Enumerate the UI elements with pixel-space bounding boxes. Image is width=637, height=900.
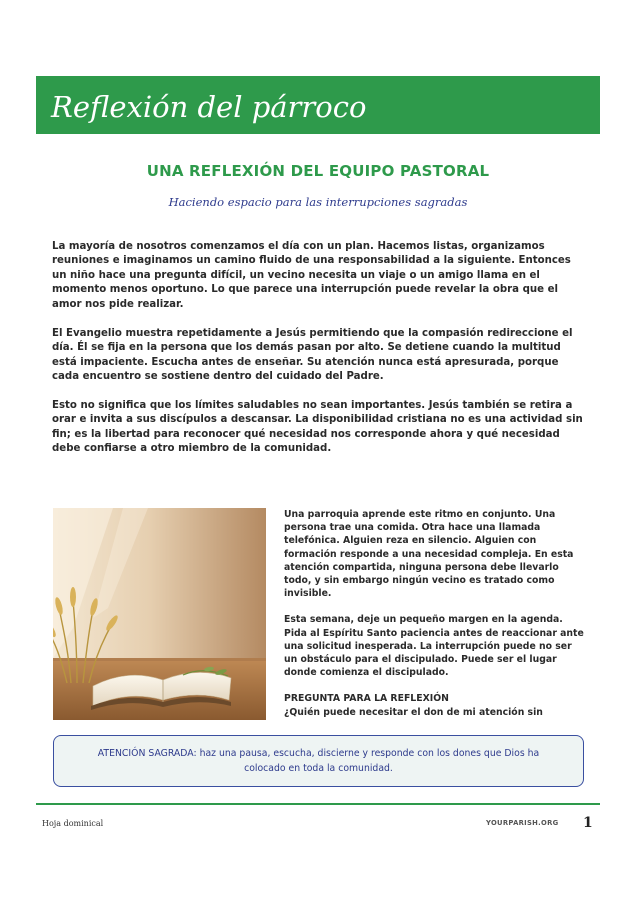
reflection-question-text: ¿Quién puede necesitar el don de mi atención sin — [284, 706, 543, 718]
page-number: 1 — [583, 815, 593, 831]
article-paragraph-2: El Evangelio muestra repetidamente a Jesús permitiendo que la compasión redireccione el día. Él se fija en la persona que los demás pasan por alto. Se detiene cuando la multitud está impaciente. Escucha antes de enseñar. Su atención nunca está apresurada, porque cada encuentro se sostiene dentro del cuidado del Padre. — [52, 328, 573, 383]
callout-box — [53, 735, 584, 787]
sidebar-paragraph-2: Esta semana, deje un pequeño margen en la agenda. Pida al Espíritu Santo paciencia antes de reaccionar ante una solicitud inesperada. La interrupción puede no ser un obstáculo para el discipulado. Puede ser el lugar donde comienza el discipulado. — [284, 614, 584, 679]
open-bible-wheat-image — [53, 508, 266, 720]
reflection-question-heading: PREGUNTA PARA LA REFLEXIÓN — [284, 693, 449, 705]
footer-publication-name: Hoja dominical — [42, 819, 104, 828]
footer-divider — [36, 803, 600, 805]
footer-website: YOURPARISH.ORG — [486, 819, 559, 827]
section-heading: UNA REFLEXIÓN DEL EQUIPO PASTORAL — [146, 162, 490, 180]
article-paragraph-1: La mayoría de nosotros comenzamos el día con un plan. Hacemos listas, organizamos reuniones e imaginamos un camino fluido de una responsabilidad a la siguiente. Entonces un niño hace una pregunta difícil, un vecino necesita un viaje o un amigo llama en el momento menos oportuno. Lo que parece una interrupción puede revelar la obra que el amor nos pide realizar. — [52, 241, 571, 310]
sidebar-column — [284, 508, 586, 720]
subtitle: Haciendo espacio para las interrupciones sagradas — [168, 195, 468, 209]
article-paragraph-3: Esto no significa que los límites saludables no sean importantes. Jesús también se retira a orar e invita a sus discípulos a descansar. La disponibilidad cristiana no es una actividad sin fin; es la libertad para reconocer qué necesidad nos corresponde ahora y qué necesidad debe confiarse a otro miembro de la comunidad. — [52, 400, 583, 455]
callout-text: ATENCIÓN SAGRADA: haz una pausa, escucha, discierne y responde con los dones que Dios ha colocado en toda la comunidad. — [97, 748, 540, 774]
header-banner — [36, 76, 600, 134]
banner-title: Reflexión del párroco — [51, 90, 367, 124]
sidebar-paragraph-1: Una parroquia aprende este ritmo en conjunto. Una persona trae una comida. Otra hace una llamada telefónica. Alguien reza en silencio. Alguien con formación responde a una necesidad compleja. En esta atención compartida, ninguna persona debe llevarlo todo, y sin embargo ningún vecino es tratado como invisible. — [284, 509, 574, 600]
